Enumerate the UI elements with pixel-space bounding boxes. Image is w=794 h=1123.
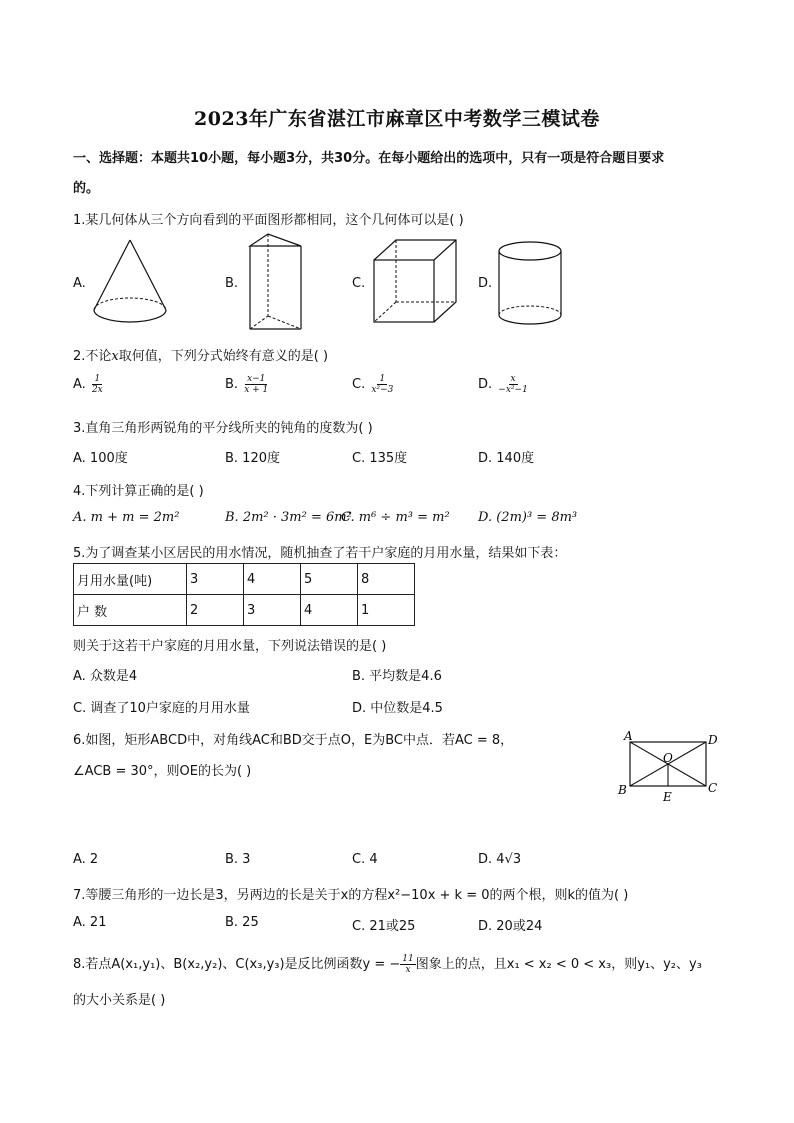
q7-option-d: D. 20或24: [478, 919, 543, 934]
q1-option-b-label: B.: [225, 276, 239, 291]
cube-icon: [372, 238, 460, 326]
q1-option-d-label: D.: [478, 276, 493, 291]
q3-option-a: A. 100度: [73, 451, 128, 466]
q8-line1: 8.若点A(x₁,y₁)、B(x₂,y₂)、C(x₃,y₃)是反比例函数y = − $\frac{11}{x}$ 图象上的点，且x₁ < x₂ < 0 < x₃，则y₁、y₂、y₃: [73, 954, 702, 975]
table-cell: 3: [244, 595, 301, 626]
table-cell: 8: [358, 564, 415, 595]
label-b: B: [618, 783, 627, 797]
q1-option-c-label: C.: [352, 276, 366, 291]
water-usage-table: [73, 563, 415, 626]
triangular-prism-icon: [246, 232, 306, 332]
q2-option-a: A. $\frac{1}{2x}$: [73, 374, 103, 395]
q3-option-d: D. 140度: [478, 451, 535, 466]
q1-stem: 1.某几何体从三个方向看到的平面图形都相同，这个几何体可以是( ): [73, 213, 464, 228]
q2-stem: 2.不论x取何值，下列分式始终有意义的是( ): [73, 349, 329, 364]
table-cell: 月用水量(吨): [74, 564, 187, 595]
q7-option-a: A. 21: [73, 915, 107, 930]
q4-option-c: C. m⁶ ÷ m³ = m²: [341, 510, 450, 525]
q4-option-a: A. m + m = 2m²: [73, 510, 180, 525]
rectangle-diagram: [616, 728, 726, 808]
table-cell: 1: [358, 595, 415, 626]
q8-line2: 的大小关系是( ): [73, 993, 166, 1008]
label-d: D: [708, 733, 718, 747]
q6-option-c: C. 4: [352, 852, 378, 867]
table-cell: 4: [244, 564, 301, 595]
section-instructions-line2: 的。: [73, 181, 100, 196]
q3-option-b: B. 120度: [225, 451, 280, 466]
q5-option-c: C. 调查了10户家庭的月用水量: [73, 701, 250, 716]
table-cell: 3: [187, 564, 244, 595]
label-e: E: [663, 790, 672, 804]
q6-line2: ∠ACB = 30°，则OE的长为( ): [73, 764, 252, 779]
q6-option-a: A. 2: [73, 852, 99, 867]
q6-option-d: D. 4√3: [478, 852, 522, 867]
label-c: C: [708, 781, 718, 795]
table-cell: 4: [301, 595, 358, 626]
table-row: [74, 595, 415, 626]
q5-option-b: B. 平均数是4.6: [352, 669, 442, 684]
q2-option-d: D. $\frac{x}{\text{−x²−1}}$: [478, 374, 528, 395]
q7-option-b: B. 25: [225, 915, 259, 930]
q3-stem: 3.直角三角形两锐角的平分线所夹的钝角的度数为( ): [73, 421, 373, 436]
fraction: $\frac{11}{x}$: [402, 954, 414, 975]
fraction: $\frac{x-1}{x + 1}$: [244, 374, 269, 395]
table-cell: 户 数: [74, 595, 187, 626]
q4-option-b: B. 2m² · 3m² = 6m²: [225, 510, 352, 525]
q2-option-b: B. $\frac{x-1}{x + 1}$: [225, 374, 269, 395]
q5-stem: 5.为了调查某小区居民的用水情况，随机抽查了若干户家庭的月用水量，结果如下表：: [73, 546, 567, 561]
label-o: O: [663, 751, 673, 765]
q3-option-c: C. 135度: [352, 451, 408, 466]
q7-option-c: C. 21或25: [352, 919, 416, 934]
q4-stem: 4.下列计算正确的是( ): [73, 484, 204, 499]
table-cell: 5: [301, 564, 358, 595]
q5-question: 则关于这若干户家庭的月用水量，下列说法错误的是( ): [73, 639, 387, 654]
fraction: $\frac{1}{2x}$: [91, 374, 103, 395]
cone-icon: [88, 238, 172, 324]
label-a: A: [624, 729, 633, 743]
q5-option-d: D. 中位数是4.5: [352, 701, 443, 716]
q1-option-a-label: A.: [73, 276, 86, 291]
section-instructions-line1: 一、选择题：本题共10小题，每小题3分，共30分。在每小题给出的选项中，只有一项是符合题目要求: [73, 151, 665, 166]
cylinder-icon: [497, 240, 563, 328]
fraction: $\frac{x}{\text{−x²−1}}$: [498, 374, 528, 395]
q6-option-b: B. 3: [225, 852, 251, 867]
q4-option-d: D. (2m)³ = 8m³: [478, 510, 578, 525]
table-row: [74, 564, 415, 595]
q5-option-a: A. 众数是4: [73, 669, 138, 684]
page-title: 2023年广东省湛江市麻章区中考数学三模试卷: [194, 108, 600, 130]
q6-line1: 6.如图，矩形ABCD中，对角线AC和BD交于点O，E为BC中点．若AC = 8，: [73, 733, 514, 748]
q2-option-c: C. $\frac{1}{\text{x²−3}}$: [352, 374, 394, 395]
q7-stem: 7.等腰三角形的一边长是3，另两边的长是关于x的方程x²−10x + k = 0的两个根，则k的值为( ): [73, 888, 629, 903]
fraction: $\frac{1}{\text{x²−3}}$: [371, 374, 394, 395]
table-cell: 2: [187, 595, 244, 626]
